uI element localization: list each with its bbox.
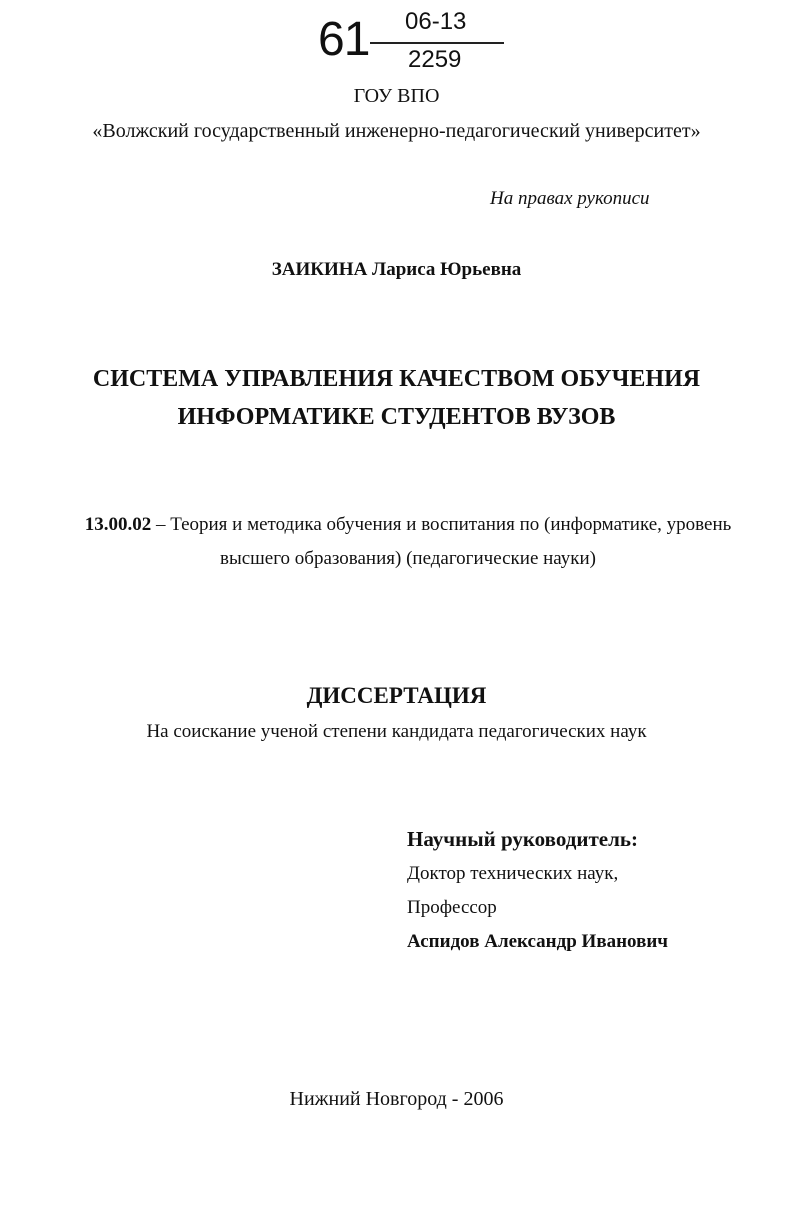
city-year: Нижний Новгород - 2006 [289, 1088, 504, 1110]
stamp-divider [370, 42, 504, 44]
degree-purpose: На соискание ученой степени кандидата педагогических наук [146, 721, 647, 742]
stamp-denominator: 2259 [408, 46, 462, 73]
supervisor-rank: Профессор [407, 897, 497, 918]
specialty-description: – Теория и методика обучения и воспитания по (информатике, уровень [151, 514, 732, 535]
specialty-block [78, 508, 738, 576]
supervisor-name: Аспидов Александр Иванович [407, 931, 668, 952]
university-name: «Волжский государственный инженерно-педагогический университет» [92, 120, 701, 142]
organization-type: ГОУ ВПО [353, 85, 440, 107]
supervisor-block [407, 826, 668, 954]
supervisor-heading: Научный руководитель: [407, 827, 638, 851]
document-type: ДИССЕРТАЦИЯ [306, 683, 487, 708]
title-line-2: ИНФОРМАТИКЕ СТУДЕНТОВ ВУЗОВ [177, 404, 616, 430]
rights-note: На правах рукописи [490, 188, 650, 209]
stamp-numerator: 06-13 [405, 8, 467, 35]
dissertation-title [0, 360, 793, 436]
author-name [0, 258, 793, 282]
author-given-names: Лариса Юрьевна [372, 259, 522, 280]
specialty-line-2: высшего образования) (педагогические науки) [219, 548, 596, 569]
author-surname: ЗАИКИНА [271, 259, 368, 280]
title-line-1: СИСТЕМА УПРАВЛЕНИЯ КАЧЕСТВОМ ОБУЧЕНИЯ [92, 366, 701, 392]
specialty-code: 13.00.02 [84, 514, 152, 535]
specialty-line-1 [78, 508, 738, 542]
stamp-number: 61 [318, 13, 370, 66]
supervisor-degree: Доктор технических наук, [407, 863, 619, 884]
